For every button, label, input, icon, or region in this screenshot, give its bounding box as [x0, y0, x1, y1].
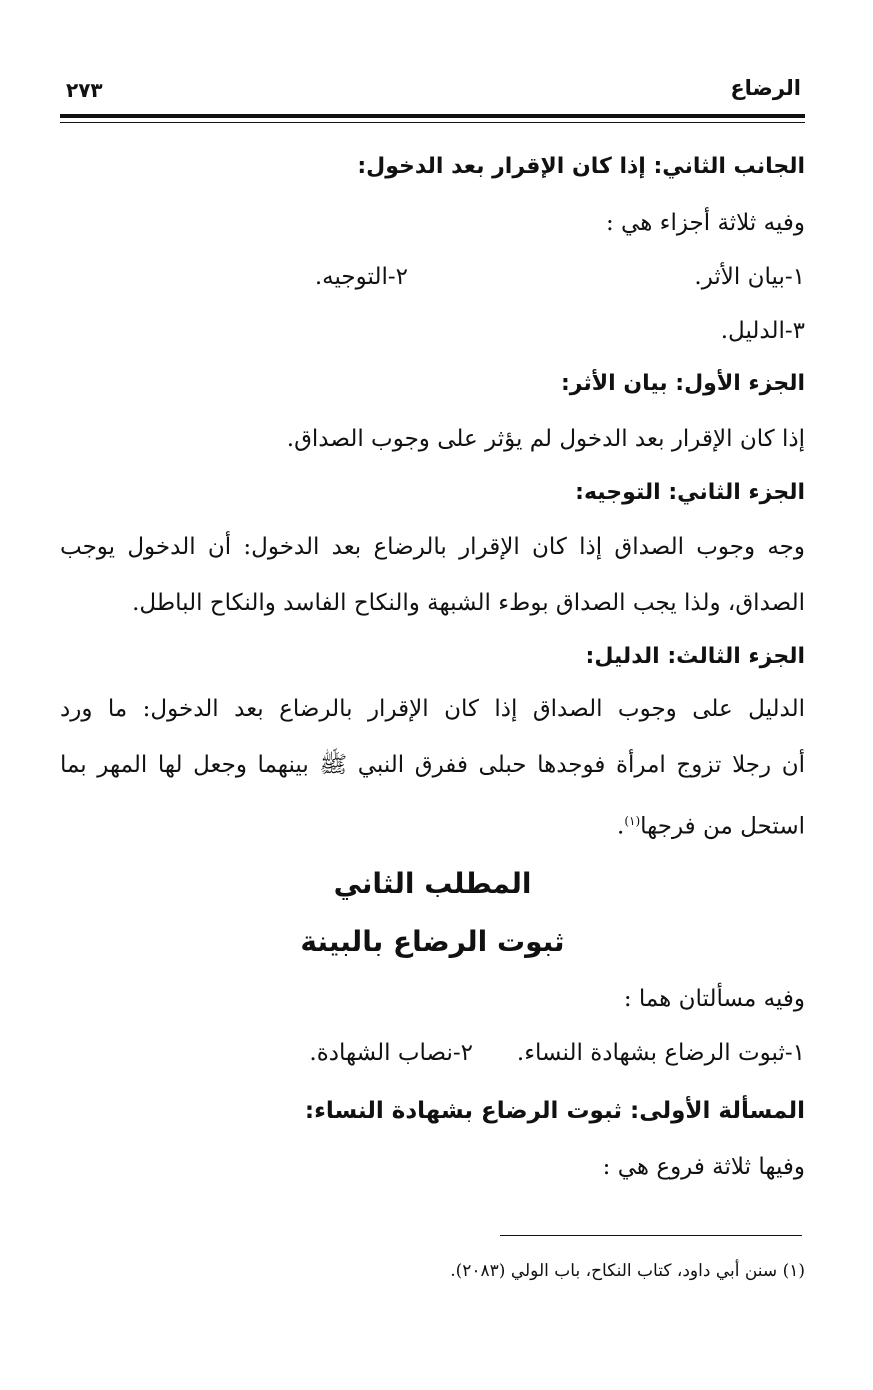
part3-text-line-1: الدليل على وجوب الصداق إذا كان الإقرار بالرضاع بعد الدخول: ما ورد [60, 696, 805, 722]
part1-text: إذا كان الإقرار بعد الدخول لم يؤثر على وجوب الصداق. [286, 426, 805, 452]
part3-text-line-3-body: استحل من فرجها [640, 813, 805, 840]
q1-heading: المسألة الأولى: ثبوت الرضاع بشهادة النساء: [304, 1098, 805, 1124]
part2-text-line-2: الصداق، ولذا يجب الصداق بوطء الشبهة والنكاح الفاسد والنكاح الباطل. [132, 590, 805, 616]
part3-text-end: . [617, 813, 625, 840]
q1-intro: وفيها ثلاثة فروع هي : [602, 1154, 805, 1180]
part-item-1: ١-بيان الأثر. [694, 264, 805, 290]
footnote-reference: (١) [624, 814, 641, 828]
parts-intro: وفيه ثلاثة أجزاء هي : [605, 210, 805, 236]
part2-text-line-1: وجه وجوب الصداق إذا كان الإقرار بالرضاع بعد الدخول: أن الدخول يوجب [60, 534, 805, 560]
footnote-separator [500, 1235, 802, 1236]
running-title: الرضاع [730, 76, 801, 100]
part3-heading: الجزء الثالث: الدليل: [585, 644, 805, 669]
part2-heading: الجزء الثاني: التوجيه: [575, 480, 805, 505]
questions-intro: وفيه مسألتان هما : [623, 986, 805, 1012]
question-item-2: ٢-نصاب الشهادة. [309, 1040, 473, 1066]
side-heading: الجانب الثاني: إذا كان الإقرار بعد الدخول: [357, 154, 805, 179]
question-item-1: ١-ثبوت الرضاع بشهادة النساء. [516, 1040, 805, 1066]
page-header [60, 74, 805, 114]
part-item-3: ٣-الدليل. [720, 318, 805, 344]
header-rule-thin [60, 122, 805, 123]
section-subtitle: ثبوت الرضاع بالبينة [300, 925, 565, 958]
part1-heading: الجزء الأول: بيان الأثر: [561, 371, 805, 396]
page-number: ٢٧٣ [66, 78, 103, 102]
part3-text-line-3 [617, 806, 805, 842]
header-rule-thick [60, 114, 805, 118]
part3-text-line-2: أن رجلا تزوج امرأة فوجدها حبلى ففرق النبي ﷺ بينهما وجعل لها المهر بما [60, 752, 805, 778]
section-title: المطلب الثاني [333, 867, 532, 900]
part-item-2: ٢-التوجيه. [314, 264, 408, 290]
footnote-1: (١) سنن أبي داود، كتاب النكاح، باب الولي (٢٠٨٣). [450, 1261, 805, 1281]
